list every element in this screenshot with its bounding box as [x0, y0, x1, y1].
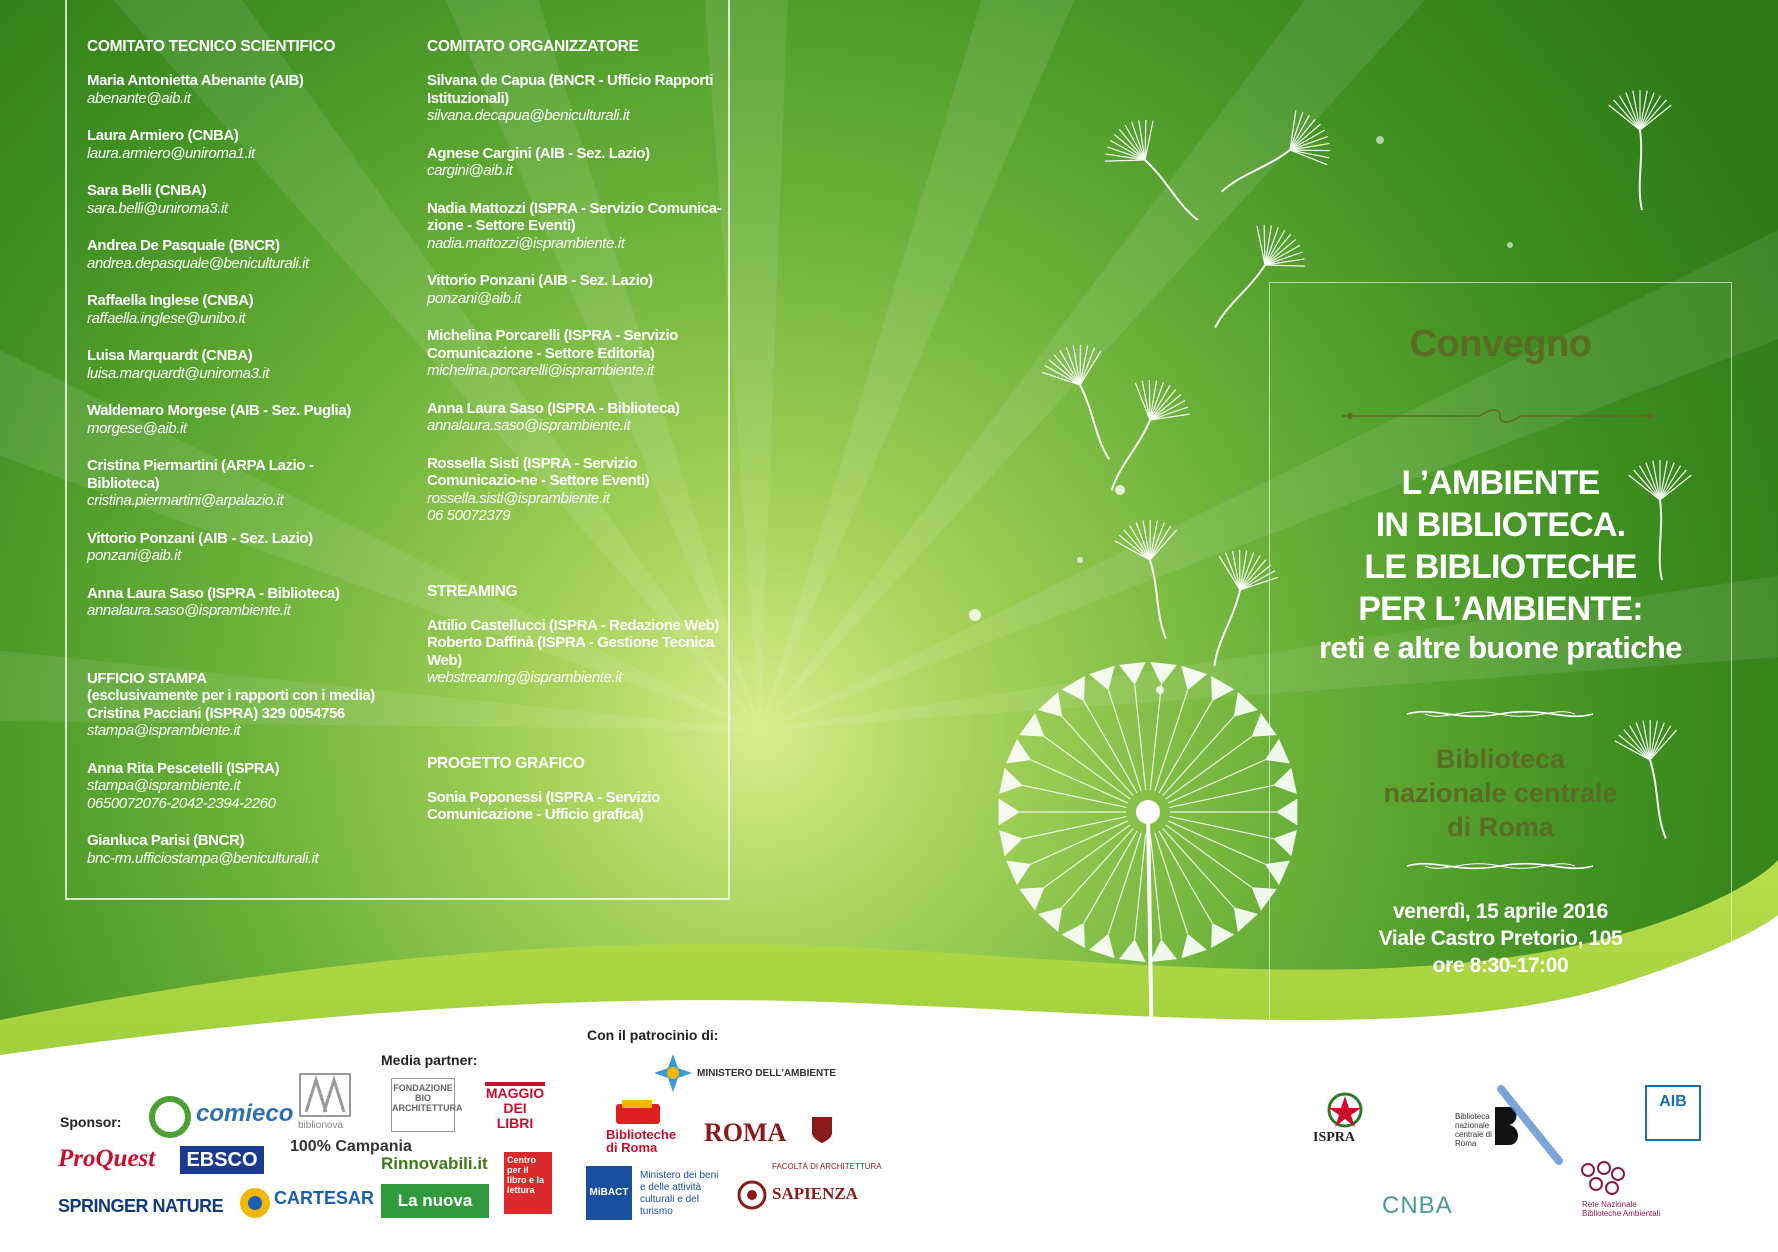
streaming-line1: Attilio Castellucci (ISPRA - Redazione Web) — [427, 616, 720, 634]
contact-entry — [87, 585, 387, 620]
nuova-ecologia-logo: La nuova ecologia — [381, 1184, 489, 1218]
contact-name: Vittorio Ponzani (AIB - Sez. Lazio) — [87, 529, 313, 547]
ufficio-stampa-contact: Cristina Pacciani (ISPRA) 329 0054756 — [87, 704, 345, 722]
comitato-organizzatore-title: COMITATO ORGANIZZATORE — [427, 38, 639, 55]
contact-email[interactable]: luisa.marquardt@uniroma3.it — [87, 364, 270, 382]
contact-name: Vittorio Ponzani (AIB - Sez. Lazio) — [427, 272, 653, 289]
ufficio-stampa-block — [87, 670, 387, 740]
cnba-logo: CNBA — [1382, 1192, 1453, 1219]
ufficio-stampa-note: (esclusivamente per i rapporti con i media) — [87, 687, 375, 704]
contact-entry — [427, 400, 727, 435]
contact-name: Anna Rita Pescetelli (ISPRA) — [87, 759, 280, 777]
contact-entry — [427, 272, 727, 307]
event-title-line: IN BIBLIOTECA. — [1375, 506, 1626, 544]
aib-logo: AIB — [1645, 1085, 1701, 1141]
contact-name: Anna Laura Saso (ISPRA - Biblioteca) — [427, 399, 680, 417]
ornament-divider-top — [1340, 408, 1660, 424]
contact-name: Rossella Sisti (ISPRA - Servizio Comunicazio-ne - Settore Eventi) — [427, 454, 650, 489]
progetto-grafico-line: Sonia Poponessi (ISPRA - Servizio Comunicazione - Ufficio grafica) — [427, 788, 660, 823]
contact-email[interactable]: stampa@isprambiente.it — [87, 777, 241, 794]
contact-name: Gianluca Parisi (BNCR) — [87, 832, 245, 849]
biblioteche-roma-logo: Biblioteche di Roma — [606, 1127, 677, 1155]
contact-email[interactable]: raffaella.inglese@unibo.it — [87, 309, 246, 327]
contact-entry — [427, 455, 727, 525]
contact-email[interactable]: michelina.porcarelli@isprambiente.it — [427, 362, 654, 379]
address-line: Viale Castro Pretorio, 105 — [1378, 927, 1623, 950]
media-partner-label: Media partner: — [381, 1052, 478, 1068]
contact-entry — [87, 402, 387, 437]
proquest-logo: ProQuest — [58, 1145, 156, 1172]
contact-email[interactable]: cristina.piermartini@arpalazio.it — [87, 492, 284, 509]
rete-biblioteche-ambientali-mark — [1578, 1160, 1634, 1205]
contact-phone: 06 50072379 — [427, 507, 511, 524]
venue-line: Biblioteca — [1435, 744, 1566, 774]
contact-email[interactable]: laura.armiero@uniroma1.it — [87, 144, 255, 162]
contact-entry — [427, 327, 727, 380]
centro-libro-logo: Centro per il libro e la lettura — [504, 1152, 552, 1214]
rinnovabili-logo: Rinnovabili.it — [381, 1154, 488, 1173]
ornament-divider-mid — [1405, 706, 1595, 722]
sapienza-logo: SAPIENZA — [772, 1184, 858, 1203]
streaming-line2: Roberto Daffinà (ISPRA - Gestione Tecnica Web) — [427, 634, 714, 669]
cartesar-logo: CARTESAR — [274, 1188, 375, 1208]
contact-email[interactable]: bnc-rm.ufficiostampa@beniculturali.it — [87, 849, 319, 867]
column-right — [427, 38, 727, 844]
bio-architettura-logo: FONDAZIONE BIO ARCHITETTURA — [391, 1078, 455, 1132]
comitato-scientifico-list — [87, 72, 387, 620]
contact-phone: 0650072076-2042-2394-2260 — [87, 794, 276, 812]
venue-line: nazionale centrale — [1383, 778, 1618, 808]
event-title-line: L’AMBIENTE — [1401, 464, 1600, 502]
contact-entry — [87, 182, 387, 217]
mibact-text: Ministero dei beni e delle attività culturali e del turismo — [640, 1170, 719, 1217]
ufficio-stampa-title: UFFICIO STAMPA — [87, 669, 207, 687]
progetto-grafico-block — [427, 789, 727, 824]
event-venue — [1269, 742, 1732, 844]
contact-name: Michelina Porcarelli (ISPRA - Servizio Comunicazione - Settore Editoria) — [427, 327, 678, 362]
contact-email[interactable]: sara.belli@uniroma3.it — [87, 199, 228, 217]
venue-line: di Roma — [1447, 812, 1554, 842]
event-date — [1269, 898, 1732, 979]
ministero-ambiente-logo: MINISTERO DELL'AMBIENTE — [697, 1068, 837, 1079]
date-line: venerdì, 15 aprile 2016 — [1393, 900, 1608, 923]
event-title-line: LE BIBLIOTECHE — [1364, 548, 1637, 586]
ufficio-stampa-list — [87, 760, 387, 868]
contact-entry — [87, 457, 387, 510]
patrocinio-label: Con il patrocinio di: — [587, 1027, 719, 1043]
contact-email[interactable]: andrea.depasquale@beniculturali.it — [87, 254, 309, 272]
campania-logo: 100% Campania — [290, 1138, 412, 1155]
contact-entry — [87, 292, 387, 327]
streaming-title: STREAMING — [427, 582, 518, 600]
contact-name: Andrea De Pasquale (BNCR) — [87, 237, 280, 254]
roma-logo: ROMA — [704, 1118, 787, 1147]
comitato-organizzatore-list — [427, 72, 727, 525]
streaming-block — [427, 617, 727, 687]
contact-name: Luisa Marquardt (CNBA) — [87, 347, 253, 364]
springer-nature-logo: SPRINGER NATURE — [58, 1196, 224, 1216]
contact-name: Laura Armiero (CNBA) — [87, 127, 239, 144]
contact-name: Sara Belli (CNBA) — [87, 182, 207, 199]
time-line: ore 8:30-17:00 — [1432, 954, 1569, 977]
contact-name: Cristina Piermartini (ARPA Lazio - Biblioteca) — [87, 457, 314, 492]
bncr-stroke — [1495, 1085, 1565, 1170]
sapienza-faculty: FACOLTÀ DI ARCHITETTURA — [772, 1162, 882, 1171]
sapienza-crest-icon — [737, 1180, 767, 1215]
contact-entry — [87, 347, 387, 382]
ufficio-stampa-email[interactable]: stampa@isprambiente.it — [87, 722, 241, 739]
contact-entry — [87, 72, 387, 107]
contact-name: Raffaella Inglese (CNBA) — [87, 292, 254, 309]
rete-biblioteche-ambientali-text: Rete Nazionale Biblioteche Ambientali — [1582, 1200, 1661, 1218]
contact-entry — [87, 237, 387, 272]
sponsor-label: Sponsor: — [60, 1114, 122, 1130]
contact-email[interactable]: cargini@aib.it — [427, 162, 513, 179]
contact-email[interactable]: abenante@aib.it — [87, 89, 191, 107]
biblionova-text: biblionova — [298, 1120, 344, 1131]
event-title — [1269, 462, 1732, 630]
contact-name: Agnese Cargini (AIB - Sez. Lazio) — [427, 144, 650, 162]
comitato-scientifico-title: COMITATO TECNICO SCIENTIFICO — [87, 38, 336, 55]
contact-email[interactable]: annalaura.saso@isprambiente.it — [87, 602, 291, 619]
contact-email[interactable]: morgese@aib.it — [87, 419, 187, 437]
event-title-line: PER L’AMBIENTE: — [1358, 590, 1643, 628]
contact-entry — [87, 760, 387, 813]
contact-name: Anna Laura Saso (ISPRA - Biblioteca) — [87, 584, 340, 602]
contact-email[interactable]: silvana.decapua@beniculturali.it — [427, 107, 630, 124]
contact-name: Silvana de Capua (BNCR - Ufficio Rapporti Istituzionali) — [427, 72, 714, 107]
ebsco-logo: EBSCO — [180, 1146, 264, 1174]
event-kicker: Convegno — [1409, 323, 1592, 365]
comieco-logo — [148, 1095, 192, 1144]
contact-email[interactable]: ponzani@aib.it — [87, 547, 181, 564]
contact-entry — [87, 832, 387, 867]
maggio-dei-libri-logo: MAGGIO DEI LIBRI — [485, 1082, 545, 1134]
cartesar-mark — [238, 1186, 272, 1225]
ministero-ambiente-mark — [652, 1052, 694, 1099]
contact-email[interactable]: ponzani@aib.it — [427, 289, 521, 307]
bncr-text: Biblioteca nazionale centrale di Roma — [1455, 1112, 1492, 1148]
contact-entry — [427, 200, 727, 253]
comieco-text: comieco — [196, 1100, 294, 1127]
ornament-divider-bottom — [1405, 858, 1595, 874]
streaming-email[interactable]: webstreaming@isprambiente.it — [427, 669, 622, 686]
column-left — [87, 38, 387, 887]
roma-crest-icon — [810, 1115, 834, 1150]
contact-name: Waldemaro Morgese (AIB - Sez. Puglia) — [87, 402, 351, 419]
contact-name: Maria Antonietta Abenante (AIB) — [87, 72, 304, 89]
contact-entry — [427, 72, 727, 125]
event-subtitle: reti e altre buone pratiche — [1319, 630, 1682, 665]
mibact-logo: MiBACT — [586, 1166, 632, 1220]
biblionova-logo — [298, 1072, 352, 1123]
contact-entry — [87, 127, 387, 162]
contact-name: Nadia Mattozzi (ISPRA - Servizio Comunica-zione - Settore Eventi) — [427, 199, 722, 234]
ispra-logo: ISPRA — [1313, 1130, 1356, 1145]
contact-email[interactable]: annalaura.saso@isprambiente.it — [427, 417, 631, 434]
contact-entry — [427, 145, 727, 180]
progetto-grafico-title: PROGETTO GRAFICO — [427, 754, 585, 772]
contact-email[interactable]: rossella.sisti@isprambiente.it — [427, 489, 610, 507]
contact-entry — [87, 530, 387, 565]
contact-email[interactable]: nadia.mattozzi@isprambiente.it — [427, 234, 625, 252]
